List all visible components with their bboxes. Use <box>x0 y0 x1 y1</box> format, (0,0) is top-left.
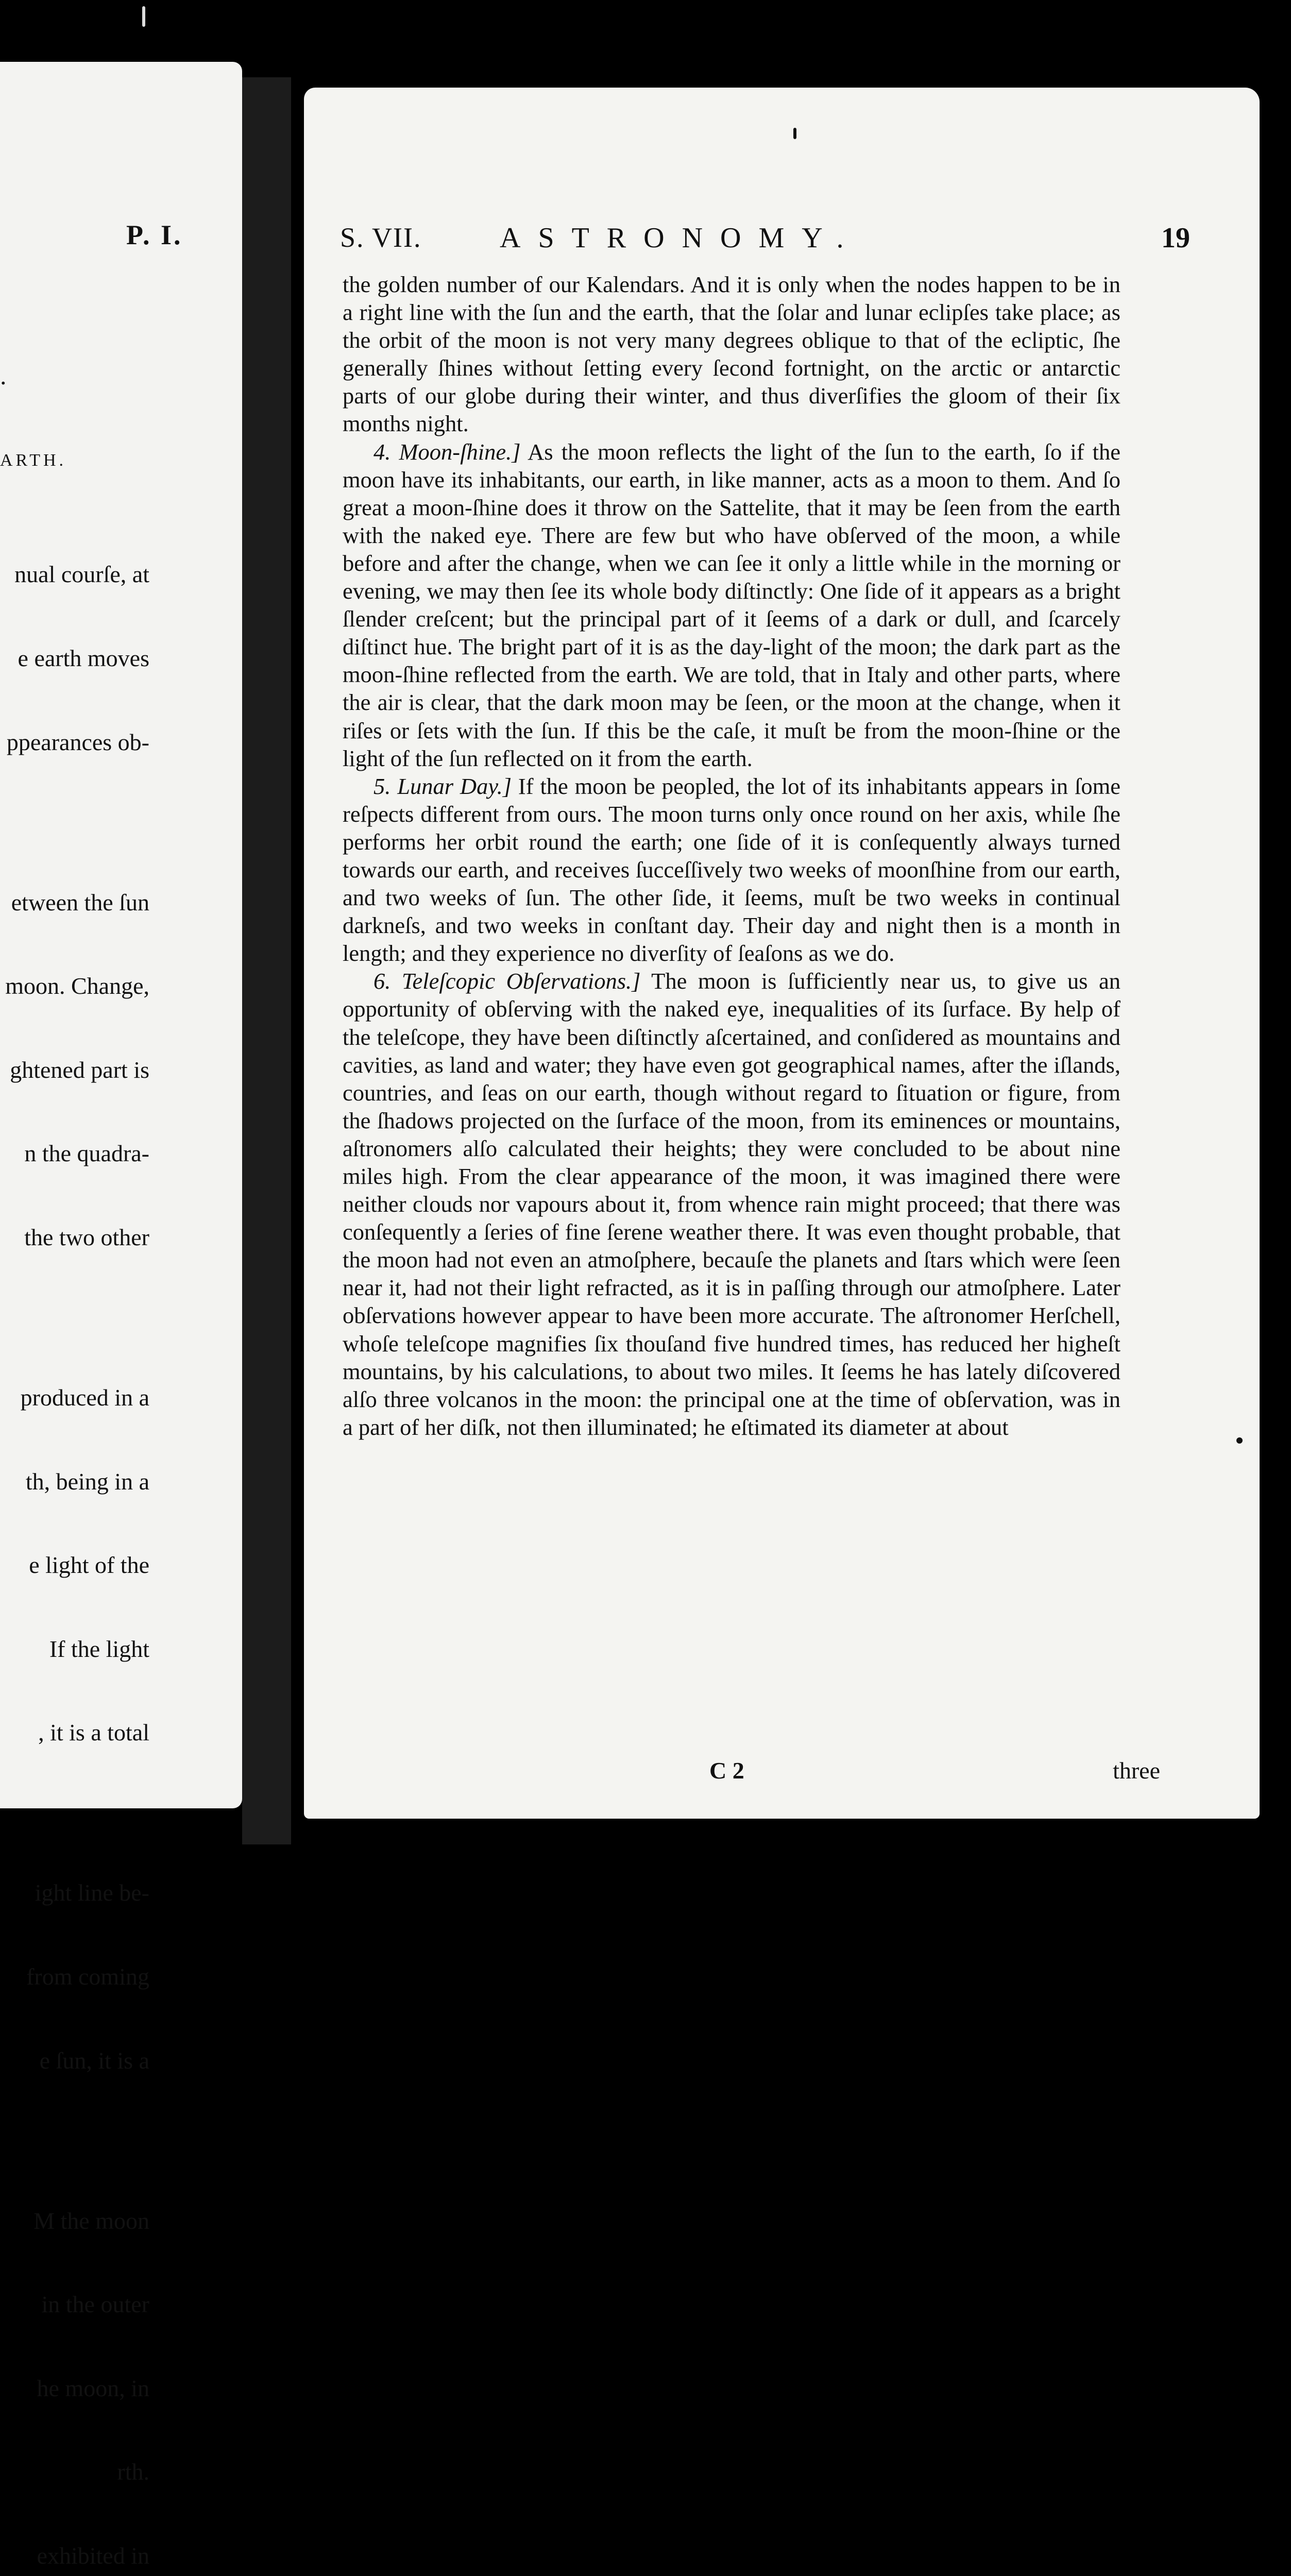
left-line: he moon, in <box>37 2375 149 2401</box>
left-line: moon. Change, <box>5 973 149 999</box>
paragraph-text: As the moon reflects the light of the ſun to the earth, ſo if the moon have its inhabitants, our earth, in like manner, acts as a moon to them. And ſo great a moon-ſhine does it throw on the Sattelite, that it may be ſeen from the earth with the naked eye. There are few but who have obſerved of the moon, a while before and after the change, when we can ſee it only a little while in the morning or evening, we may then ſee its whole body diſtinctly: One ſide of it appears as a bright ſlender creſcent; but the principal part of it ſeems of a dark or dull, and ſcarcely diſtinct hue. The bright part of it is as the day-light of the moon; the dark part as the moon-ſhine reflected from the earth. We are told, that in Italy and other parts, where the air is clear, that the dark moon may be ſeen, or the moon at the change, when it riſes or ſets with the ſun. If this be the caſe, it muſt be from the moon-ſhine or the light of the ſun reflected on it from the earth. <box>343 438 1120 771</box>
page-title: ASTRONOMY. <box>500 222 861 254</box>
page-number: 19 <box>1161 222 1190 254</box>
left-line: the two other <box>24 1224 149 1250</box>
ink-speck <box>142 6 145 27</box>
left-line: ppearances ob- <box>6 728 149 755</box>
left-line: , it is a total <box>38 1719 149 1746</box>
left-line: in the outer <box>41 2291 149 2318</box>
left-line: produced in a <box>20 1384 149 1411</box>
catchword: three <box>1113 1757 1160 1784</box>
paragraph-text: If the moon be peopled, the lot of its inhabitants appears in ſome reſpects different from ours. The moon turns only once round on her axis, while ſhe performs her orbit round the earth; one ſide of it is conſequently always turned towards our earth, and receives ſucceſſively two weeks of moonſhine from our earth, and two weeks of ſun. The other ſide, it ſeems, muſt be two weeks in continual darkneſs, and two weeks in conſtant day. Their day and night then is a month in length; and they experience no diverſity of ſeaſons as we do. <box>343 773 1120 967</box>
signature-mark: C 2 <box>709 1757 744 1784</box>
paragraph <box>343 772 1120 968</box>
ink-speck <box>793 128 796 139</box>
body-text <box>343 270 1120 1441</box>
gutter-shadow <box>242 77 291 1844</box>
left-dot: . <box>0 361 7 390</box>
page-footer <box>341 1757 1160 1788</box>
left-line: M the moon <box>33 2207 149 2234</box>
ink-speck <box>1236 1437 1243 1444</box>
left-text-fragments <box>5 505 149 2576</box>
left-line: th, being in a <box>25 1468 149 1495</box>
left-line: ghtened part is <box>10 1056 149 1083</box>
left-running-head: P. I. <box>126 219 183 250</box>
left-section-header: ARTH. <box>0 451 67 470</box>
paragraph-heading: 4. Moon-ſhine.] <box>373 438 521 465</box>
left-line: e light of the <box>29 1552 149 1579</box>
paragraph-heading: 6. Teleſcopic Obſervations.] <box>373 968 641 994</box>
paragraph: the golden number of our Kalendars. And it is only when the nodes happen to be in a right line with the ſun and the earth, that the ſolar and lunar eclipſes take place; as the orbit of the moon is not very many degrees oblique to that of the ecliptic, ſhe generally ſhines without ſetting every ſecond fortnight, on the arctic or antarctic parts of our globe during their winter, and thus diverſifies the gloom of their ſix months night. <box>343 272 1120 437</box>
left-line: e earth moves <box>18 645 149 671</box>
left-line: from coming <box>26 1963 149 1990</box>
left-line: e ſun, it is a <box>39 2047 149 2074</box>
paragraph <box>343 438 1120 772</box>
left-line: ight line be- <box>35 1879 149 1906</box>
left-page <box>0 62 242 2569</box>
paragraph <box>343 967 1120 1441</box>
page-header <box>340 222 1190 263</box>
right-page <box>304 88 1260 1819</box>
left-line: If the light <box>49 1635 149 1662</box>
left-line: exhibited in <box>37 2542 149 2569</box>
paragraph-text: The moon is ſufficiently near us, to give us an opportunity of obſerving with the naked eye, inequalities of its ſurface. By help of the teleſcope, they have been diſtinctly aſcertained, and conſidered as mountains and cavities, as land and water; they have even got geographical names, after the iſlands, countries, and ſeas on our earth, though without regard to ſituation or figure, from the ſhadows projected on the ſurface of the moon, from its eminences or mountains, aſtronomers alſo calculated their heights; they were concluded to be about nine miles high. From the clear appearance of the moon, it was imagined there were neither clouds nor vapours about it, from whence rain might proceed; that there was conſequently a ſeries of fine ſerene weather there. It was even thought probable, that the moon had not even an atmoſphere, becauſe the planets and ſtars which were ſeen near it, had not their light refracted, as it is in paſſing through our atmoſphere. Later obſervations however appear to have been more accurate. The aſtronomer Herſchell, whoſe teleſcope magnifies ſix thouſand five hundred times, has reduced her higheſt mountains, by his calculations, to about two miles. It ſeems he has lately diſcovered alſo three volcanos in the moon: the principal one at the time of obſervation, was in a part of her diſk, not then illuminated; he eſtimated its diameter at about <box>343 968 1120 1440</box>
left-line: rth. <box>117 2459 149 2485</box>
left-line: nual courſe, at <box>14 561 149 588</box>
left-line: etween the ſun <box>11 889 149 916</box>
left-line: n the quadra- <box>24 1140 149 1167</box>
paragraph-heading: 5. Lunar Day.] <box>373 773 512 799</box>
section-label: S. VII. <box>340 222 422 253</box>
